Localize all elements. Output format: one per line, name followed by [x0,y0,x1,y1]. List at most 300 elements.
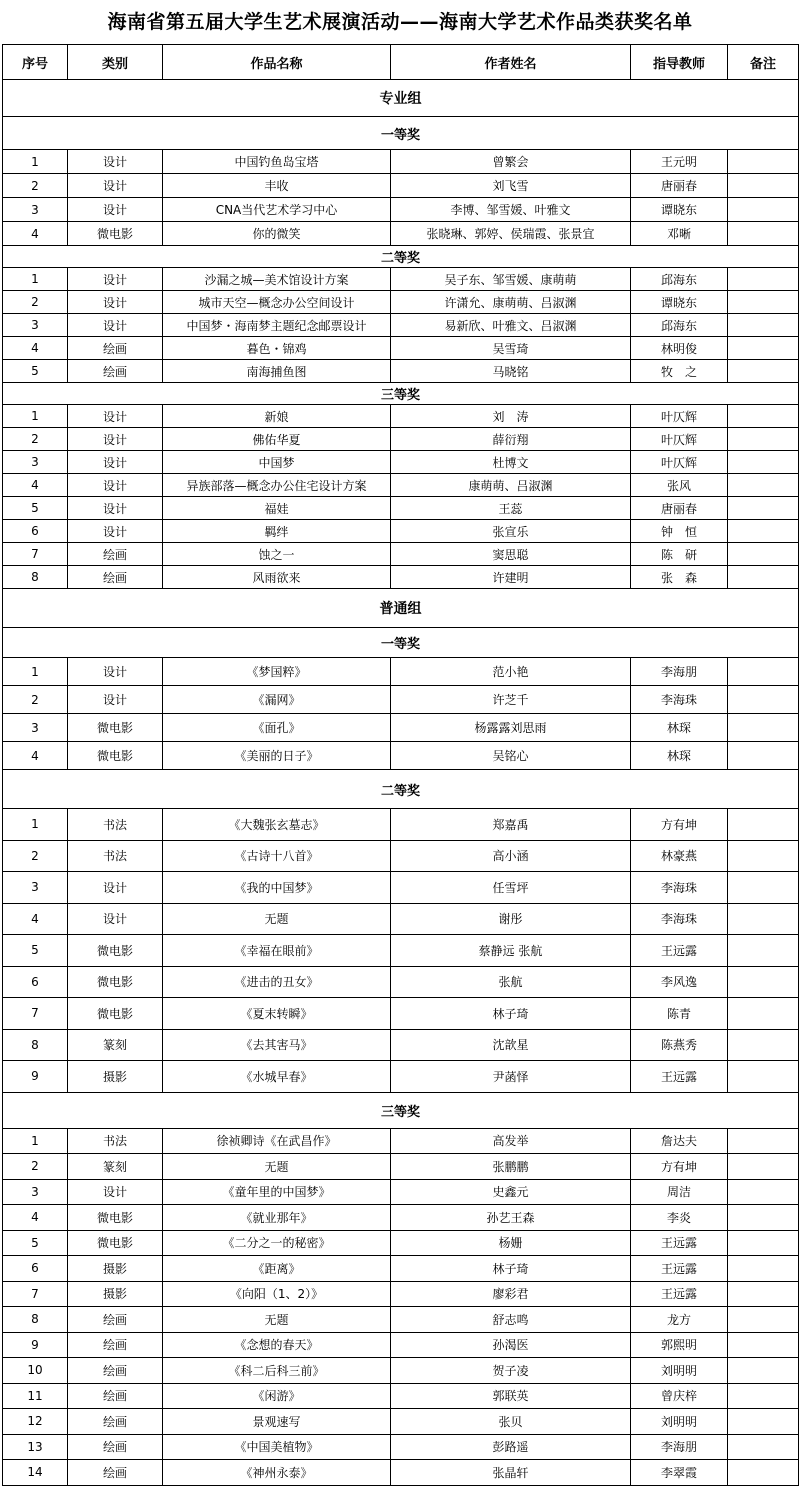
cell-author: 许潇允、康萌萌、吕淑渊 [391,291,631,314]
cell-remarks [728,1230,799,1256]
cell-category: 篆刻 [68,1029,163,1061]
table-row [3,268,799,291]
cell-serial: 10 [3,1358,68,1384]
cell-advisor: 邓晰 [631,222,728,246]
cell-category: 摄影 [68,1256,163,1282]
cell-work-title: 中国梦 [163,451,391,474]
table-row [3,337,799,360]
cell-remarks [728,714,799,742]
cell-work-title: 《就业那年》 [163,1205,391,1231]
cell-author: 郑嘉禹 [391,809,631,841]
award-level-row [3,383,799,405]
table-row [3,998,799,1030]
cell-serial: 6 [3,966,68,998]
cell-author: 刘飞雪 [391,174,631,198]
table-row [3,966,799,998]
cell-work-title: 城市天空—概念办公空间设计 [163,291,391,314]
cell-author: 张晓琳、郭婷、侯瑞霞、张景宜 [391,222,631,246]
cell-work-title: 暮色・锦鸡 [163,337,391,360]
cell-work-title: 《夏末转瞬》 [163,998,391,1030]
table-row [3,520,799,543]
cell-author: 许芝千 [391,686,631,714]
cell-remarks [728,686,799,714]
cell-advisor: 王远露 [631,1061,728,1093]
table-row [3,1332,799,1358]
cell-advisor: 李风逸 [631,966,728,998]
cell-advisor: 林琛 [631,742,728,770]
cell-author: 王蕊 [391,497,631,520]
cell-remarks [728,840,799,872]
cell-author: 刘 涛 [391,405,631,428]
cell-advisor: 李海珠 [631,872,728,904]
cell-serial: 3 [3,1179,68,1205]
award-level-title: 三等奖 [3,383,799,405]
cell-remarks [728,1029,799,1061]
cell-category: 微电影 [68,1205,163,1231]
table-row [3,935,799,967]
cell-category: 设计 [68,474,163,497]
cell-work-title: 无题 [163,1307,391,1333]
cell-advisor: 周洁 [631,1179,728,1205]
cell-serial: 2 [3,1154,68,1180]
cell-advisor: 陈青 [631,998,728,1030]
cell-author: 尹菡怿 [391,1061,631,1093]
cell-author: 李博、邹雪媛、叶雅文 [391,198,631,222]
cell-advisor: 谭晓东 [631,198,728,222]
cell-work-title: 《大魏张玄墓志》 [163,809,391,841]
award-level-row [3,117,799,150]
cell-category: 微电影 [68,998,163,1030]
cell-category: 微电影 [68,1230,163,1256]
award-level-title: 一等奖 [3,117,799,150]
table-row [3,198,799,222]
table-row [3,1358,799,1384]
award-level-title: 一等奖 [3,628,799,658]
cell-advisor: 唐丽春 [631,174,728,198]
cell-remarks [728,428,799,451]
cell-work-title: 《念想的春天》 [163,1332,391,1358]
table-row [3,1409,799,1435]
cell-serial: 4 [3,337,68,360]
cell-serial: 5 [3,935,68,967]
cell-work-title: 《神州永泰》 [163,1460,391,1486]
cell-remarks [728,150,799,174]
cell-category: 微电影 [68,966,163,998]
cell-advisor: 叶仄辉 [631,405,728,428]
cell-serial: 4 [3,742,68,770]
cell-work-title: 新娘 [163,405,391,428]
cell-work-title: 《梦国粹》 [163,658,391,686]
cell-advisor: 詹达夫 [631,1128,728,1154]
cell-remarks [728,543,799,566]
cell-work-title: 异族部落—概念办公住宅设计方案 [163,474,391,497]
cell-work-title: 《漏网》 [163,686,391,714]
cell-work-title: 你的微笑 [163,222,391,246]
table-row [3,686,799,714]
cell-author: 郭联英 [391,1383,631,1409]
cell-serial: 6 [3,1256,68,1282]
cell-advisor: 方有坤 [631,809,728,841]
cell-work-title: 《距离》 [163,1256,391,1282]
cell-category: 微电影 [68,935,163,967]
table-row [3,658,799,686]
award-table [2,44,799,1486]
cell-category: 设计 [68,174,163,198]
cell-remarks [728,809,799,841]
cell-remarks [728,1154,799,1180]
cell-advisor: 刘明明 [631,1409,728,1435]
cell-author: 史鑫元 [391,1179,631,1205]
cell-serial: 12 [3,1409,68,1435]
cell-category: 绘画 [68,337,163,360]
header-work-title: 作品名称 [163,45,391,80]
group-title: 专业组 [3,80,799,117]
table-body [3,80,799,1486]
cell-remarks [728,337,799,360]
cell-work-title: 《水城早春》 [163,1061,391,1093]
table-row [3,543,799,566]
table-row [3,840,799,872]
cell-category: 设计 [68,314,163,337]
cell-remarks [728,1434,799,1460]
cell-remarks [728,1128,799,1154]
cell-work-title: 无题 [163,903,391,935]
table-row [3,1460,799,1486]
cell-serial: 3 [3,451,68,474]
table-row [3,872,799,904]
cell-work-title: 蚀之一 [163,543,391,566]
cell-remarks [728,174,799,198]
cell-work-title: 中国钓鱼岛宝塔 [163,150,391,174]
cell-remarks [728,658,799,686]
cell-work-title: 《闲游》 [163,1383,391,1409]
table-row [3,714,799,742]
cell-serial: 5 [3,1230,68,1256]
cell-advisor: 牧 之 [631,360,728,383]
cell-serial: 5 [3,360,68,383]
cell-advisor: 李海珠 [631,686,728,714]
cell-category: 绘画 [68,1460,163,1486]
cell-author: 林子琦 [391,998,631,1030]
header-remarks: 备注 [728,45,799,80]
cell-advisor: 陈 研 [631,543,728,566]
cell-serial: 8 [3,1029,68,1061]
cell-serial: 3 [3,198,68,222]
cell-advisor: 李炎 [631,1205,728,1231]
cell-category: 设计 [68,686,163,714]
cell-serial: 4 [3,474,68,497]
cell-serial: 3 [3,314,68,337]
cell-author: 孙艺王森 [391,1205,631,1231]
header-advisor: 指导教师 [631,45,728,80]
cell-advisor: 叶仄辉 [631,428,728,451]
cell-serial: 1 [3,658,68,686]
table-row [3,1154,799,1180]
cell-category: 微电影 [68,714,163,742]
cell-work-title: 《去其害马》 [163,1029,391,1061]
cell-remarks [728,1205,799,1231]
cell-serial: 7 [3,998,68,1030]
cell-work-title: 景观速写 [163,1409,391,1435]
cell-advisor: 王远露 [631,1281,728,1307]
cell-remarks [728,520,799,543]
cell-serial: 7 [3,1281,68,1307]
cell-work-title: 《二分之一的秘密》 [163,1230,391,1256]
table-row [3,1029,799,1061]
cell-remarks [728,360,799,383]
cell-serial: 4 [3,1205,68,1231]
cell-work-title: 佛佑华夏 [163,428,391,451]
cell-advisor: 钟 恒 [631,520,728,543]
cell-work-title: 无题 [163,1154,391,1180]
cell-remarks [728,497,799,520]
cell-author: 张贝 [391,1409,631,1435]
cell-serial: 4 [3,222,68,246]
cell-advisor: 林明俊 [631,337,728,360]
cell-category: 设计 [68,872,163,904]
cell-author: 窦思聪 [391,543,631,566]
cell-author: 易新欣、叶雅文、吕淑渊 [391,314,631,337]
cell-remarks [728,1409,799,1435]
cell-advisor: 王远露 [631,1230,728,1256]
cell-work-title: 《童年里的中国梦》 [163,1179,391,1205]
cell-author: 蔡静远 张航 [391,935,631,967]
cell-advisor: 谭晓东 [631,291,728,314]
cell-remarks [728,1460,799,1486]
cell-author: 贺子凌 [391,1358,631,1384]
cell-category: 书法 [68,1128,163,1154]
cell-remarks [728,998,799,1030]
cell-remarks [728,872,799,904]
cell-serial: 8 [3,1307,68,1333]
cell-remarks [728,314,799,337]
table-row [3,809,799,841]
cell-remarks [728,222,799,246]
cell-author: 张晶轩 [391,1460,631,1486]
cell-serial: 13 [3,1434,68,1460]
cell-advisor: 李海朋 [631,658,728,686]
cell-author: 吴子东、邹雪媛、康萌萌 [391,268,631,291]
cell-remarks [728,405,799,428]
cell-author: 林子琦 [391,1256,631,1282]
cell-advisor: 李海朋 [631,1434,728,1460]
cell-category: 绘画 [68,566,163,589]
cell-author: 高小涵 [391,840,631,872]
cell-serial: 3 [3,872,68,904]
cell-remarks [728,474,799,497]
table-row [3,405,799,428]
cell-serial: 4 [3,903,68,935]
cell-work-title: 福娃 [163,497,391,520]
cell-category: 设计 [68,291,163,314]
cell-work-title: 《向阳（1、2）》 [163,1281,391,1307]
cell-serial: 5 [3,497,68,520]
cell-author: 吴铭心 [391,742,631,770]
cell-serial: 7 [3,543,68,566]
cell-author: 舒志鸣 [391,1307,631,1333]
cell-serial: 3 [3,714,68,742]
cell-author: 沈歆星 [391,1029,631,1061]
table-row [3,1179,799,1205]
cell-serial: 2 [3,174,68,198]
cell-remarks [728,1383,799,1409]
table-row [3,1383,799,1409]
cell-serial: 14 [3,1460,68,1486]
cell-serial: 9 [3,1332,68,1358]
cell-category: 绘画 [68,360,163,383]
cell-work-title: 《美丽的日子》 [163,742,391,770]
cell-remarks [728,1256,799,1282]
cell-category: 书法 [68,809,163,841]
cell-work-title: 丰收 [163,174,391,198]
cell-category: 绘画 [68,1383,163,1409]
cell-serial: 2 [3,840,68,872]
table-row [3,903,799,935]
cell-category: 篆刻 [68,1154,163,1180]
cell-category: 摄影 [68,1281,163,1307]
cell-category: 设计 [68,1179,163,1205]
cell-work-title: 羁绊 [163,520,391,543]
cell-advisor: 张风 [631,474,728,497]
cell-remarks [728,1358,799,1384]
cell-author: 张航 [391,966,631,998]
header-row [3,45,799,80]
cell-category: 设计 [68,658,163,686]
cell-remarks [728,291,799,314]
cell-category: 微电影 [68,222,163,246]
cell-advisor: 陈燕秀 [631,1029,728,1061]
table-row [3,451,799,474]
award-level-row [3,246,799,268]
cell-serial: 1 [3,150,68,174]
cell-author: 杨露露刘思雨 [391,714,631,742]
table-row [3,360,799,383]
cell-category: 绘画 [68,1307,163,1333]
cell-work-title: CNA当代艺术学习中心 [163,198,391,222]
table-row [3,1281,799,1307]
cell-work-title: 南海捕鱼图 [163,360,391,383]
cell-advisor: 叶仄辉 [631,451,728,474]
cell-category: 绘画 [68,1358,163,1384]
header-serial: 序号 [3,45,68,80]
table-row [3,291,799,314]
cell-work-title: 徐祯卿诗《在武昌作》 [163,1128,391,1154]
cell-category: 绘画 [68,1332,163,1358]
cell-remarks [728,1179,799,1205]
cell-category: 设计 [68,428,163,451]
cell-work-title: 《幸福在眼前》 [163,935,391,967]
cell-serial: 1 [3,405,68,428]
cell-author: 薛衍翔 [391,428,631,451]
cell-category: 设计 [68,497,163,520]
table-row [3,174,799,198]
cell-category: 设计 [68,268,163,291]
table-row [3,1256,799,1282]
award-level-title: 二等奖 [3,770,799,809]
cell-category: 设计 [68,150,163,174]
cell-category: 设计 [68,520,163,543]
cell-author: 曾繁会 [391,150,631,174]
cell-category: 设计 [68,451,163,474]
cell-advisor: 曾庆梓 [631,1383,728,1409]
cell-work-title: 《科二后科三前》 [163,1358,391,1384]
cell-advisor: 张 森 [631,566,728,589]
cell-author: 任雪坪 [391,872,631,904]
cell-category: 摄影 [68,1061,163,1093]
cell-advisor: 龙方 [631,1307,728,1333]
cell-advisor: 邱海东 [631,268,728,291]
cell-advisor: 林豪燕 [631,840,728,872]
table-row [3,497,799,520]
cell-serial: 9 [3,1061,68,1093]
cell-author: 孙渴医 [391,1332,631,1358]
page-title: 海南省第五届大学生艺术展演活动——海南大学艺术作品类获奖名单 [107,11,693,33]
cell-serial: 1 [3,809,68,841]
cell-author: 康萌萌、吕淑渊 [391,474,631,497]
cell-remarks [728,1281,799,1307]
cell-serial: 11 [3,1383,68,1409]
header-author: 作者姓名 [391,45,631,80]
cell-author: 谢彤 [391,903,631,935]
cell-author: 杜博文 [391,451,631,474]
table-row [3,1128,799,1154]
cell-author: 廖彩君 [391,1281,631,1307]
cell-remarks [728,742,799,770]
cell-serial: 2 [3,686,68,714]
cell-work-title: 风雨欲来 [163,566,391,589]
table-row [3,1434,799,1460]
cell-serial: 1 [3,268,68,291]
cell-work-title: 《古诗十八首》 [163,840,391,872]
cell-serial: 6 [3,520,68,543]
cell-category: 微电影 [68,742,163,770]
cell-work-title: 《我的中国梦》 [163,872,391,904]
cell-serial: 8 [3,566,68,589]
cell-advisor: 唐丽春 [631,497,728,520]
cell-category: 设计 [68,405,163,428]
table-row [3,1307,799,1333]
cell-advisor: 方有坤 [631,1154,728,1180]
award-level-row [3,628,799,658]
cell-author: 吴雪琦 [391,337,631,360]
cell-author: 范小艳 [391,658,631,686]
table-row [3,742,799,770]
cell-remarks [728,198,799,222]
cell-author: 许建明 [391,566,631,589]
cell-work-title: 《进击的丑女》 [163,966,391,998]
group-row [3,80,799,117]
cell-advisor: 郭熙明 [631,1332,728,1358]
table-row [3,222,799,246]
cell-remarks [728,935,799,967]
table-row [3,474,799,497]
cell-remarks [728,1061,799,1093]
cell-author: 杨姗 [391,1230,631,1256]
cell-author: 马晓铭 [391,360,631,383]
award-level-title: 二等奖 [3,246,799,268]
group-title: 普通组 [3,589,799,628]
table-row [3,314,799,337]
cell-serial: 1 [3,1128,68,1154]
table-row [3,1061,799,1093]
cell-category: 绘画 [68,1409,163,1435]
cell-advisor: 李海珠 [631,903,728,935]
cell-advisor: 李翠霞 [631,1460,728,1486]
cell-serial: 2 [3,291,68,314]
award-level-row [3,770,799,809]
award-level-row [3,1092,799,1128]
cell-author: 张宣乐 [391,520,631,543]
